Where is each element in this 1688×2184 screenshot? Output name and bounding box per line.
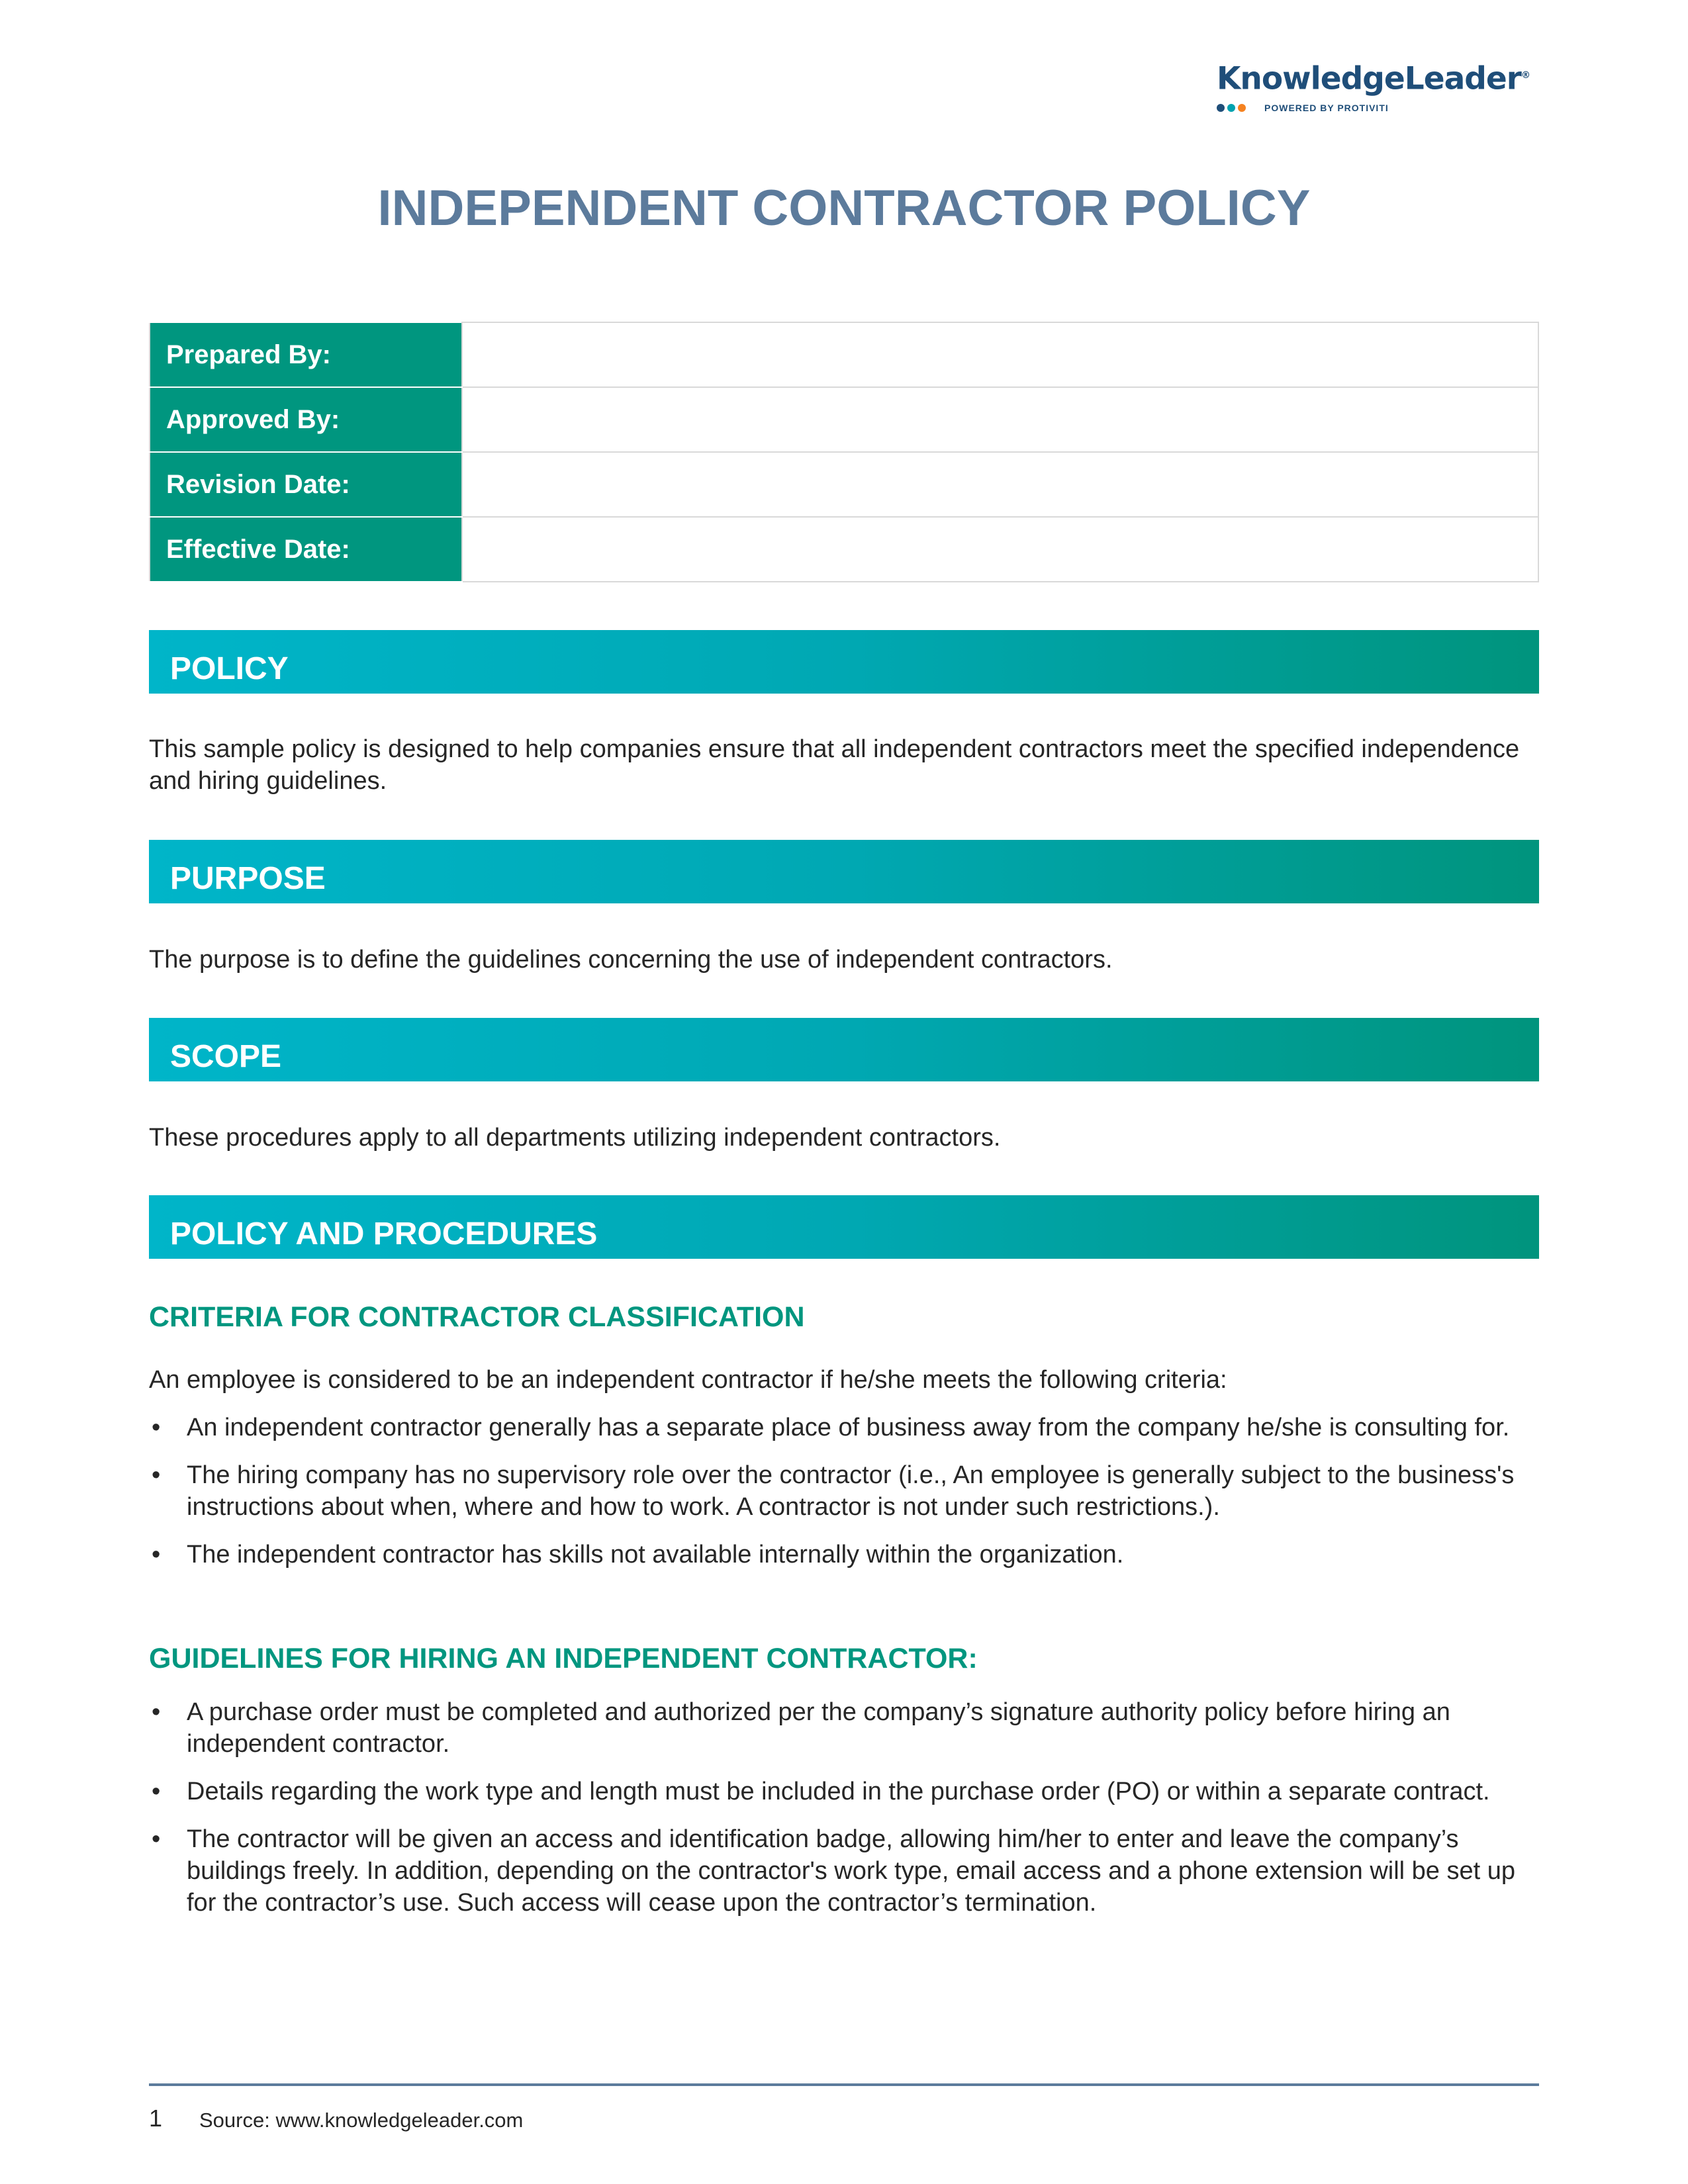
approved-by-label: Approved By: <box>150 387 462 452</box>
footer-divider <box>149 2083 1539 2086</box>
policy-section-header: POLICY <box>149 630 1539 694</box>
prepared-by-label: Prepared By: <box>150 322 462 387</box>
list-item-text: The independent contractor has skills not available internally within the organization. <box>187 1541 1124 1569</box>
list-item-text: An independent contractor generally has a separate place of business away from the company he/she is consulting for. <box>187 1414 1510 1441</box>
list-item <box>149 1823 1539 1919</box>
logo-dot-icon <box>1217 104 1225 112</box>
revision-date-value[interactable] <box>462 452 1538 517</box>
list-item <box>149 1539 1539 1570</box>
revision-date-label: Revision Date: <box>150 452 462 517</box>
table-row <box>150 322 1538 387</box>
source-note: Source: www.knowledgeleader.com <box>199 2109 524 2132</box>
page-number: 1 <box>149 2105 163 2132</box>
effective-date-label: Effective Date: <box>150 517 462 582</box>
list-item <box>149 1696 1539 1760</box>
bullet-icon: • <box>152 1461 161 1489</box>
table-row <box>150 387 1538 452</box>
list-item <box>149 1776 1539 1807</box>
prepared-by-value[interactable] <box>462 322 1538 387</box>
document-info-table <box>149 322 1539 582</box>
criteria-subheading: CRITERIA FOR CONTRACTOR CLASSIFICATION <box>149 1301 805 1333</box>
policy-text: This sample policy is designed to help companies ensure that all independent contractors meet the specified independence and hiring guidelines. <box>149 735 1520 795</box>
guidelines-subheading: GUIDELINES FOR HIRING AN INDEPENDENT CONTRACTOR: <box>149 1643 978 1674</box>
approved-by-value[interactable] <box>462 387 1538 452</box>
list-item <box>149 1459 1539 1523</box>
criteria-list <box>149 1412 1539 1586</box>
list-item-text: A purchase order must be completed and authorized per the company’s signature authority policy before hiring an independent contractor. <box>187 1698 1450 1758</box>
bullet-icon: • <box>152 1541 161 1569</box>
list-item <box>149 1412 1539 1443</box>
bullet-icon: • <box>152 1778 161 1805</box>
purpose-section-header: PURPOSE <box>149 840 1539 903</box>
list-item-text: The hiring company has no supervisory role over the contractor (i.e., An employee is generally subject to the business's instructions about when, where and how to work. A contractor is not under such restrictions.). <box>187 1461 1515 1521</box>
logo-dot-icon <box>1227 104 1235 112</box>
criteria-intro: An employee is considered to be an independent contractor if he/she meets the following criteria: <box>149 1366 1227 1394</box>
document-title: INDEPENDENT CONTRACTOR POLICY <box>377 180 1311 236</box>
logo-wordmark: KnowledgeLeader <box>1217 60 1521 97</box>
effective-date-value[interactable] <box>462 517 1538 582</box>
bullet-icon: • <box>152 1414 161 1441</box>
bullet-icon: • <box>152 1698 161 1726</box>
table-row <box>150 452 1538 517</box>
registered-mark-icon: ® <box>1521 70 1530 81</box>
purpose-text: The purpose is to define the guidelines concerning the use of independent contractors. <box>149 946 1113 974</box>
knowledgeleader-logo <box>1217 57 1534 115</box>
list-item-text: The contractor will be given an access and identification badge, allowing him/her to enter and leave the company’s buildings freely. In addition, depending on the contractor's work type, email access and a phone extension will be set up for the contractor’s use. Such access will cease upon the contractor’s termination. <box>187 1825 1515 1917</box>
logo-dot-icon <box>1238 104 1246 112</box>
table-row <box>150 517 1538 582</box>
bullet-icon: • <box>152 1825 161 1853</box>
scope-section-header: SCOPE <box>149 1018 1539 1081</box>
list-item-text: Details regarding the work type and length must be included in the purchase order (PO) or within a separate contract. <box>187 1778 1490 1805</box>
policy-and-procedures-section-header: POLICY AND PROCEDURES <box>149 1195 1539 1259</box>
logo-tagline: POWERED BY PROTIVITI <box>1264 102 1389 113</box>
guidelines-list <box>149 1696 1539 1934</box>
scope-text: These procedures apply to all departments utilizing independent contractors. <box>149 1124 1001 1152</box>
